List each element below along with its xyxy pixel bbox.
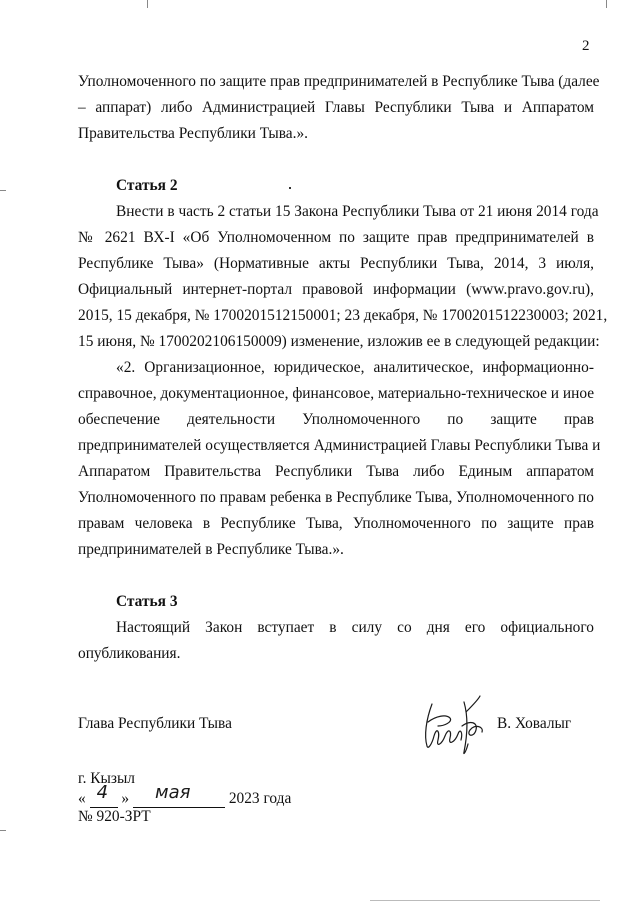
date-close-quote: » [121, 790, 130, 807]
scan-mark [370, 900, 600, 901]
article-2-para-2-line: Уполномоченного по правам ребенка в Республике Тыва, Уполномоченного по [78, 489, 594, 506]
signer-name: В. Ховалыг [497, 715, 572, 732]
article-2-para-1-line: Республике Тыва» (Нормативные акты Республики Тыва, 2014, 3 июля, [78, 255, 594, 272]
article-2-para-1-line: Внести в часть 2 статьи 15 Закона Республики Тыва от 21 июня 2014 года [116, 203, 599, 220]
article-3-para-line: Настоящий Закон вступает в силу со дня его официального [116, 619, 594, 636]
article-2-para-2-line: правам человека в Республике Тыва, Уполномоченного по защите прав [78, 515, 594, 532]
intro-line: Уполномоченного по защите прав предпринимателей в Республике Тыва (далее [78, 73, 600, 90]
article-2-para-2-line: предпринимателей осуществляется Администрацией Главы Республики Тыва и [78, 437, 601, 454]
scan-mark [0, 830, 6, 831]
page-number: 2 [582, 38, 590, 54]
scan-mark [606, 0, 607, 8]
date-line [78, 782, 292, 808]
article-2-para-1-line: 2015, 15 декабря, № 1700201512150001; 23 декабря, № 1700201512230003; 2021, [78, 307, 608, 324]
law-number: № 920-ЗРТ [78, 808, 151, 825]
intro-line: – аппарат) либо Администрацией Главы Республики Тыва и Аппаратом [78, 99, 594, 116]
month-blank [133, 782, 225, 808]
article-2-para-2-line: Аппаратом Правительства Республики Тыва либо Единым аппаратом [78, 463, 594, 480]
article-2-para-2-line: справочное, документационное, финансовое, материально-техническое и иное [78, 385, 595, 402]
handwritten-month: мая [154, 782, 191, 803]
year-text: 2023 года [228, 790, 292, 807]
article-2-para-1-line: 15 июня, № 1700202106150009) изменение, изложив ее в следующей редакции: [78, 333, 600, 350]
article-2-para-2-line: «2. Организационное, юридическое, аналитическое, информационно- [116, 359, 594, 376]
article-3-heading: Статья 3 [116, 593, 178, 610]
date-open-quote: « [78, 790, 86, 807]
speck [289, 187, 291, 189]
handwritten-signature [418, 692, 490, 760]
handwritten-day: 4 [96, 782, 109, 803]
article-2-para-2-line: обеспечение деятельности Уполномоченного по защите прав [78, 411, 594, 428]
scan-mark [0, 190, 6, 191]
place-of-signing: г. Кызыл [78, 770, 135, 787]
day-blank [90, 782, 118, 808]
scan-mark [147, 0, 148, 8]
intro-line: Правительства Республики Тыва.». [78, 125, 309, 142]
article-2-para-1-line: Официальный интернет-портал правовой информации (www.pravo.gov.ru), [78, 281, 594, 298]
article-3-para-line: опубликования. [78, 645, 181, 662]
article-2-heading: Статья 2 [116, 177, 178, 194]
article-2-para-2-line: предпринимателей в Республике Тыва.». [78, 541, 344, 558]
article-2-para-1-line: № 2621 ВХ-I «Об Уполномоченном по защите прав предпринимателей в [78, 229, 594, 246]
signer-position: Глава Республики Тыва [78, 715, 232, 732]
